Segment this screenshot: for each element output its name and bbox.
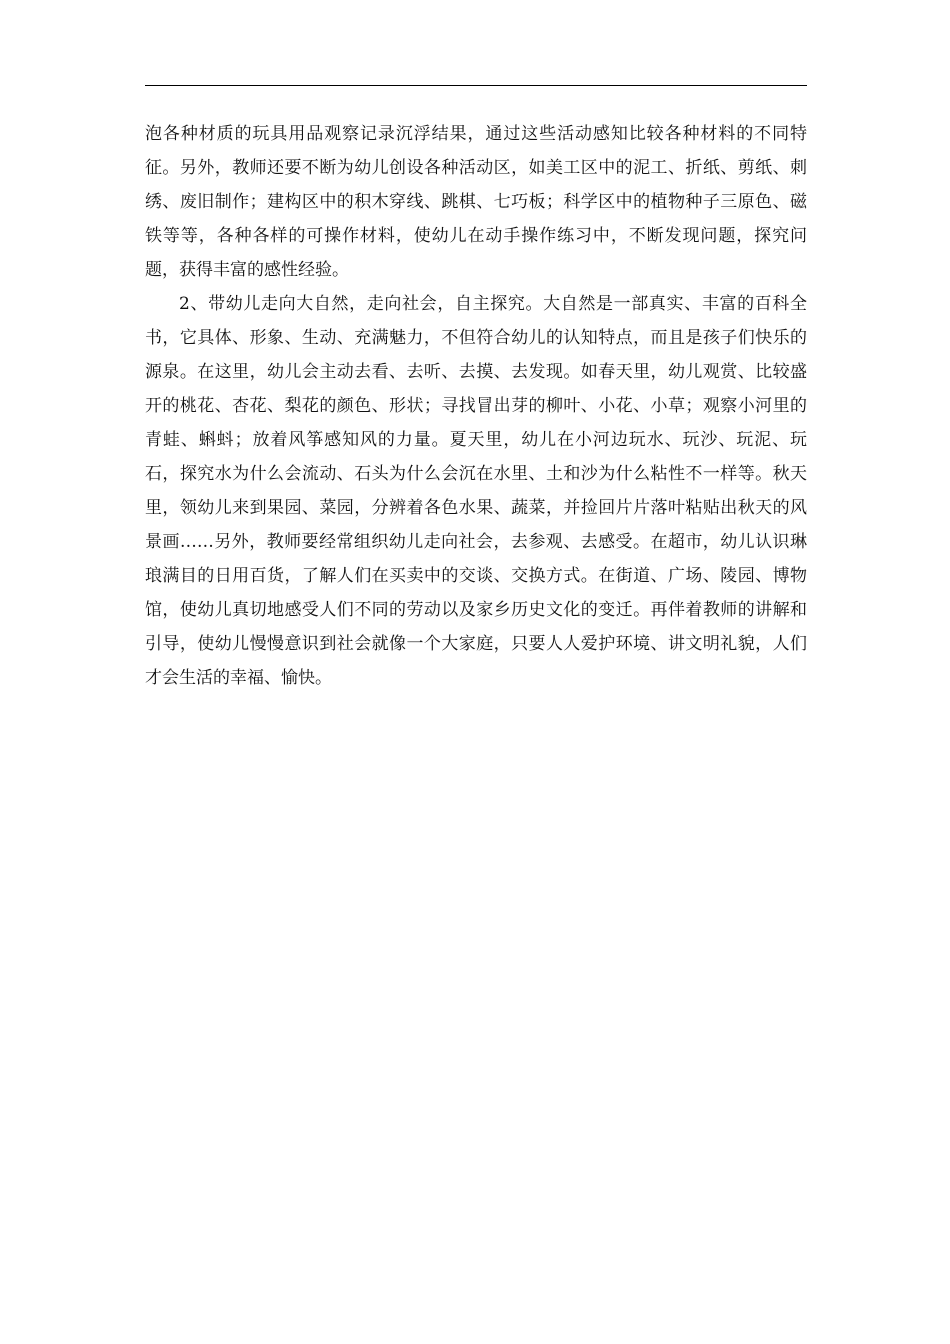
header-rule bbox=[145, 85, 807, 86]
paragraph-continuation: 泡各种材质的玩具用品观察记录沉浮结果，通过这些活动感知比较各种材料的不同特征。另外，教师还要不断为幼儿创设各种活动区，如美工区中的泥工、折纸、剪纸、刺绣、废旧制作；建构区中的积木穿线、跳棋、七巧板；科学区中的植物种子三原色、磁铁等等，各种各样的可操作材料，使幼儿在动手操作练习中，不断发现问题，探究问题，获得丰富的感性经验。 bbox=[145, 124, 807, 280]
paragraph-nature-society: 2、带幼儿走向大自然，走向社会，自主探究。大自然是一部真实、丰富的百科全书，它具体、形象、生动、充满魅力，不但符合幼儿的认知特点，而且是孩子们快乐的源泉。在这里，幼儿会主动去看、去听、去摸、去发现。如春天里，幼儿观赏、比较盛开的桃花、杏花、梨花的颜色、形状；寻找冒出芽的柳叶、小花、小草；观察小河里的青蛙、蝌蚪；放着风筝感知风的力量。夏天里，幼儿在小河边玩水、玩沙、玩泥、玩石，探究水为什么会流动、石头为什么会沉在水里、土和沙为什么粘性不一样等。秋天里，领幼儿来到果园、菜园，分辨着各色水果、蔬菜，并捡回片片落叶粘贴出秋天的风景画……另外，教师要经常组织幼儿走向社会，去参观、去感受。在超市，幼儿认识琳琅满目的日用百货，了解人们在买卖中的交谈、交换方式。在街道、广场、陵园、博物馆，使幼儿真切地感受人们不同的劳动以及家乡历史文化的变迁。再伴着教师的讲解和引导，使幼儿慢慢意识到社会就像一个大家庭，只要人人爱护环境、讲文明礼貌，人们才会生活的幸福、愉快。 bbox=[145, 294, 807, 688]
body-text bbox=[145, 117, 807, 695]
